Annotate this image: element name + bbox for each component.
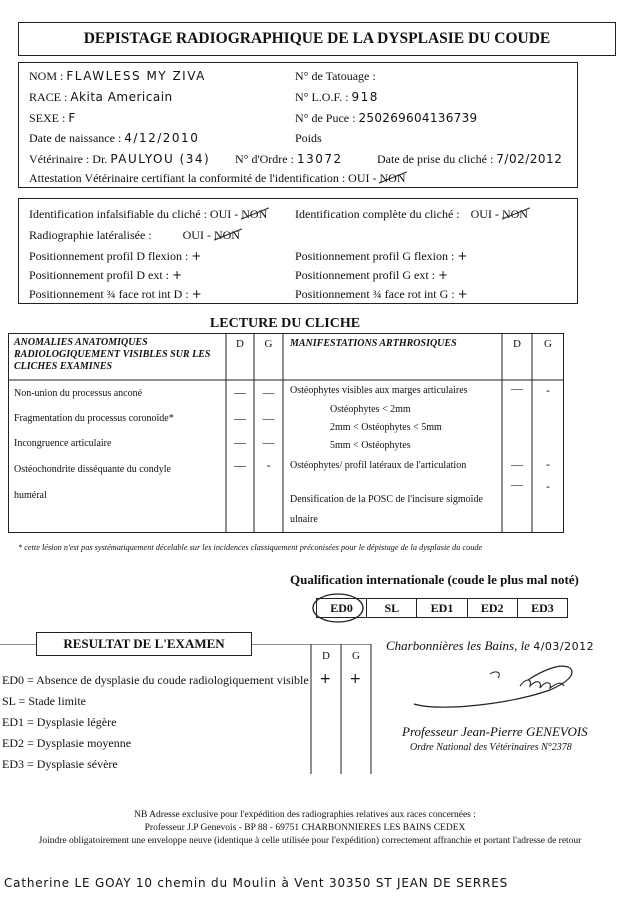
poids-row — [295, 131, 322, 146]
footer-line-2: Professeur J.P Genevois - BP 88 - 69751 CHARBONNIERES LES BAINS CEDEX — [144, 823, 466, 833]
race-row — [29, 90, 173, 105]
anomaly-d-mark: — — [234, 458, 246, 472]
signature-place-label: Charbonnières les Bains, le — [386, 638, 530, 653]
pos-g-flex-mark: + — [457, 249, 469, 263]
grade-ed3: ED3 — [518, 598, 568, 618]
pos-g-flex-row — [295, 249, 469, 264]
resultat-row-ed0: ED0 = Absence de dysplasie du coude radiologiquement visible — [2, 673, 309, 687]
resultat-row-ed3: ED3 = Dysplasie sévère — [2, 757, 118, 771]
cliche-box — [18, 198, 578, 304]
date-cliche-value: 7/02/2012 — [496, 152, 563, 166]
ident-infals-non: NON — [241, 207, 268, 221]
pos-d-flex-row — [29, 249, 203, 264]
resultat-heading: RESULTAT DE L'EXAMEN — [63, 636, 225, 651]
grade-ed0: ED0 — [316, 598, 367, 618]
veterinaire-row — [29, 152, 210, 167]
arthro-col-g: G — [544, 338, 552, 350]
pos-d-rot-label: Positionnement ¾ face rot int D : — [29, 287, 189, 301]
anomalies-col-g: G — [264, 338, 273, 350]
resultat-col-d: D — [322, 650, 330, 662]
anomaly-label: Ostéochondrite disséquante du condyle — [14, 464, 171, 475]
anomaly-g-mark: — — [262, 435, 275, 449]
resultat-col-g: G — [352, 650, 360, 662]
title-box — [18, 22, 616, 56]
anomaly-label: Non-union du processus anconé — [14, 388, 143, 399]
date-cliche-label: Date de prise du cliché : — [377, 152, 494, 166]
radio-lat-oui: OUI - — [182, 228, 211, 242]
signature-date: 4/03/2012 — [533, 640, 595, 653]
nom-row — [29, 69, 206, 84]
ident-complete-row — [295, 207, 528, 222]
identity-box — [18, 62, 578, 188]
tatouage-row — [295, 69, 376, 84]
tatouage-label: N° de Tatouage : — [295, 69, 376, 83]
resultat-row-ed2: ED2 = Dysplasie moyenne — [2, 736, 132, 750]
pos-d-flex-mark: + — [191, 249, 203, 263]
arthro-osteophytes-label: Ostéophytes visibles aux marges articulaires — [290, 385, 468, 396]
arthro-header: MANIFESTATIONS ARTHROSIQUES — [290, 338, 457, 349]
radio-lat-label: Radiographie latéralisée : — [29, 228, 152, 242]
puce-value: 250269604136739 — [358, 111, 478, 125]
resultat-grid-lines — [0, 644, 372, 774]
page-title: DEPISTAGE RADIOGRAPHIQUE DE LA DYSPLASIE DU COUDE — [83, 30, 551, 47]
grade-ed1: ED1 — [417, 598, 467, 618]
pos-g-rot-row — [295, 287, 469, 302]
anomaly-g-mark: — — [262, 411, 275, 425]
footnote: * cette lésion n'est pas systématiquement décelable sur les incidences classiquement préconisées pour le dépistage de la dysplasie du coude — [18, 543, 483, 552]
anomaly-d-mark: — — [234, 411, 246, 425]
naissance-row — [29, 131, 199, 146]
ident-complete-non: NON — [501, 207, 528, 221]
sexe-value: F — [68, 111, 77, 125]
arthro-posc-label: Densification de la POSC de l'incisure sigmoïde ulnaire — [290, 494, 483, 525]
anomalies-col-d: D — [236, 338, 244, 350]
sexe-row — [29, 111, 77, 126]
ordre-row — [235, 152, 343, 167]
arthro-osteophytes-lt2: Ostéophytes < 2mm — [330, 404, 411, 415]
veterinaire-value: PAULYOU (34) — [110, 152, 211, 166]
race-value: Akita Americain — [70, 90, 173, 104]
poids-label: Poids — [295, 131, 322, 145]
anomalies-header: ANOMALIES ANATOMIQUES RADIOLOGIQUEMENT VISIBLES SUR LES CLICHES EXAMINES — [14, 337, 211, 372]
anomaly-g-mark: - — [266, 458, 271, 472]
ordre-value: 13072 — [296, 152, 343, 166]
arthro-osteophytes-d: — — [511, 381, 523, 395]
anomaly-d-mark: — — [234, 385, 246, 399]
grade-ed2: ED2 — [468, 598, 518, 618]
puce-row — [295, 111, 477, 126]
lecture-heading: LECTURE DU CLICHE — [209, 316, 361, 331]
pos-g-rot-label: Positionnement ¾ face rot int G : — [295, 287, 455, 301]
qualification-heading: Qualification internationale (coude le plus mal noté) — [290, 572, 579, 587]
lof-row — [295, 90, 379, 105]
anomaly-d-mark: — — [234, 435, 246, 449]
resultat-ed0-d: + — [319, 671, 333, 687]
puce-label: N° de Puce : — [295, 111, 356, 125]
ident-complete-label: Identification complète du cliché : — [295, 207, 460, 221]
pos-g-ext-row — [295, 268, 450, 283]
ordre-label: N° d'Ordre : — [235, 152, 294, 166]
attestation-non: NON — [379, 171, 406, 185]
anomaly-label: Incongruence articulaire — [14, 438, 112, 449]
attestation-label: Attestation Vétérinaire certifiant la conformité de l'identification : OUI - — [29, 171, 377, 185]
anomaly-label: huméral — [14, 490, 47, 501]
naissance-value: 4/12/2010 — [124, 131, 200, 145]
pos-d-rot-mark: + — [191, 287, 204, 301]
resultat-table — [0, 644, 372, 774]
naissance-label: Date de naissance : — [29, 131, 122, 145]
race-label: RACE : — [29, 90, 68, 104]
arthro-osteophytes-gt5: 5mm < Ostéophytes — [330, 440, 411, 451]
veterinaire-label: Vétérinaire : Dr. — [29, 152, 108, 166]
signature-name: Professeur Jean-Pierre GENEVOIS — [402, 724, 588, 739]
arthro-col-d: D — [513, 338, 521, 350]
nom-value: FLAWLESS MY ZIVA — [66, 69, 206, 83]
arthro-profil-g: - — [546, 457, 550, 471]
signature-ordre: Ordre National des Vétérinaires N°2378 — [410, 742, 572, 753]
arthro-profil-label: Ostéophytes/ profil latéraux de l'articulation — [290, 460, 467, 471]
signature-scribble — [400, 660, 590, 720]
radio-lat-non: NON — [213, 228, 240, 242]
date-cliche-row — [377, 152, 562, 167]
pos-g-ext-mark: + — [438, 268, 450, 282]
pos-d-ext-mark: + — [172, 268, 184, 282]
arthro-osteophytes-g: - — [546, 383, 550, 397]
pos-g-rot-mark: + — [457, 287, 470, 301]
ident-infals-row — [29, 207, 267, 222]
selected-grade-circle — [310, 590, 370, 626]
pos-g-flex-label: Positionnement profil G flexion : — [295, 249, 455, 263]
ident-complete-oui: OUI - — [470, 207, 499, 221]
pos-d-ext-label: Positionnement profil D ext : — [29, 268, 169, 282]
footer-line-1: NB Adresse exclusive pour l'expédition des radiographies relatives aux races concernées : — [134, 810, 476, 820]
pos-d-ext-row — [29, 268, 184, 283]
grade-sl: SL — [367, 598, 417, 618]
anomaly-label: Fragmentation du processus coronoïde* — [14, 413, 174, 424]
ident-infals-label: Identification infalsifiable du cliché : OUI - — [29, 207, 239, 221]
resultat-row-ed1: ED1 = Dysplasie légère — [2, 715, 117, 729]
radio-lat-row — [29, 228, 240, 243]
pos-d-rot-row — [29, 287, 203, 302]
resultat-ed0-g: + — [349, 671, 363, 687]
arthro-posc-g: - — [546, 479, 550, 493]
pos-d-flex-label: Positionnement profil D flexion : — [29, 249, 189, 263]
sexe-label: SEXE : — [29, 111, 66, 125]
footer-line-3: Joindre obligatoirement une enveloppe neuve (identique à celle utilisée pour l'expédition) correctement affranchie et portant l'adresse de retour — [38, 836, 582, 846]
arthro-profil-d: — — [511, 457, 523, 471]
arthro-posc-d: — — [511, 477, 523, 491]
return-address: Catherine LE GOAY 10 chemin du Moulin à Vent 30350 ST JEAN DE SERRES — [4, 876, 509, 890]
lof-value: 918 — [351, 90, 379, 104]
signature-place — [386, 638, 594, 654]
arthro-osteophytes-2-5: 2mm < Ostéophytes < 5mm — [330, 422, 442, 433]
resultat-row-sl: SL = Stade limite — [2, 694, 86, 708]
attestation-row — [29, 171, 405, 186]
lecture-table — [8, 333, 564, 533]
anomaly-g-mark: — — [262, 385, 275, 399]
nom-label: NOM : — [29, 69, 64, 83]
pos-g-ext-label: Positionnement profil G ext : — [295, 268, 435, 282]
lof-label: N° L.O.F. : — [295, 90, 349, 104]
